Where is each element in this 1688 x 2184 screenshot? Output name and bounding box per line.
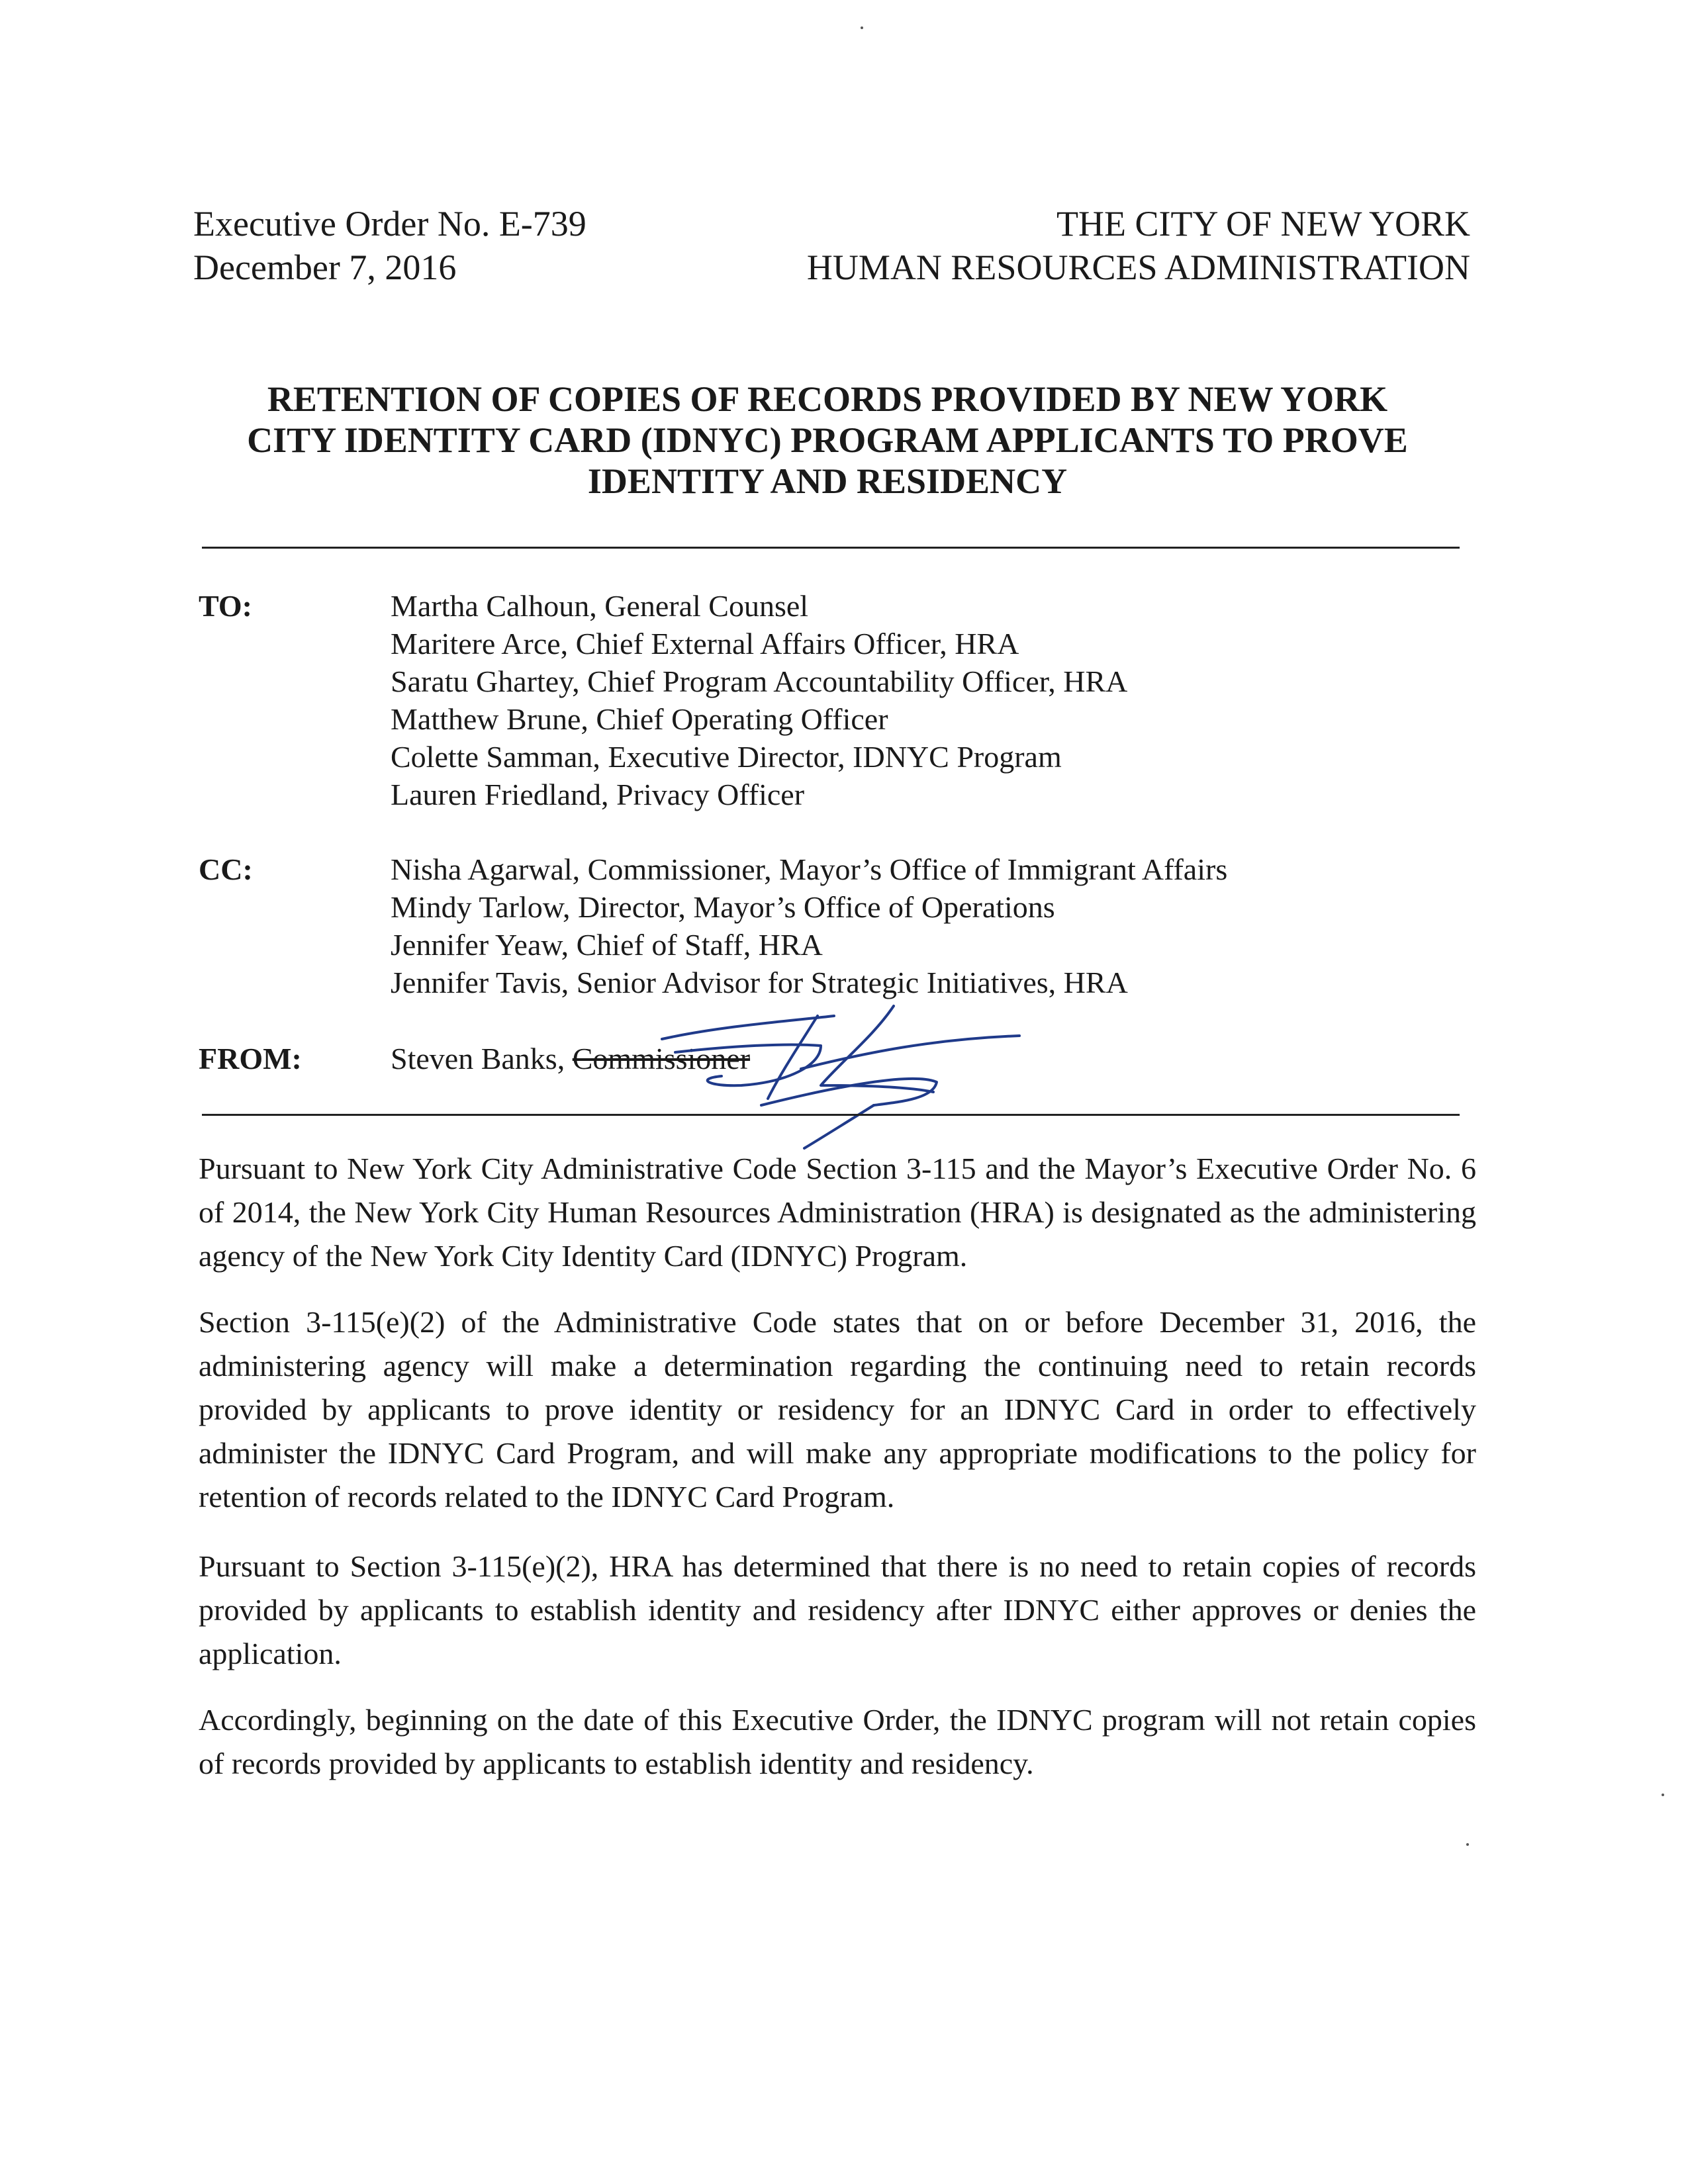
from-title: Commissioner — [572, 1042, 751, 1075]
cc-label: CC: — [199, 852, 253, 886]
cc-recipient: Nisha Agarwal, Commissioner, Mayor’s Office of Immigrant Affairs — [391, 852, 1228, 886]
body-paragraph: Accordingly, beginning on the date of this Executive Order, the IDNYC program will not retain copies of records provided by applicants to establish identity and residency. — [199, 1703, 1476, 1780]
to-label: TO: — [199, 589, 252, 623]
document-title — [199, 379, 1456, 502]
title-line-3: IDENTITY AND RESIDENCY — [587, 461, 1068, 501]
to-recipient: Colette Samman, Executive Director, IDNYC Program — [391, 740, 1062, 774]
to-recipient: Matthew Brune, Chief Operating Officer — [391, 702, 888, 736]
body-paragraph: Pursuant to Section 3-115(e)(2), HRA has determined that there is no need to retain copies of records provided by applicants to establish identity and residency after IDNYC either approves or denies the application. — [199, 1549, 1476, 1670]
cc-recipient-list — [391, 850, 1227, 1001]
to-recipient: Lauren Friedland, Privacy Officer — [391, 778, 805, 811]
org-name: THE CITY OF NEW YORK — [1056, 204, 1470, 244]
from-label: FROM: — [199, 1042, 302, 1075]
body-paragraph: Section 3-115(e)(2) of the Administrative Code states that on or before December 31, 2016, the administering agency will make a determination regarding the continuing need to retain records provided by applicants to prove identity or residency for an IDNYC Card in order to effectively administer the IDNYC Card Program, and will make any appropriate modifications to the policy for retention of records related to the IDNYC Card Program. — [199, 1305, 1476, 1514]
cc-recipient: Jennifer Yeaw, Chief of Staff, HRA — [391, 928, 823, 962]
to-recipient-list — [391, 587, 1127, 813]
scan-speck — [1466, 1843, 1469, 1846]
to-recipient: Maritere Arce, Chief External Affairs Officer, HRA — [391, 627, 1019, 660]
title-line-2: CITY IDENTITY CARD (IDNYC) PROGRAM APPLICANTS TO PROVE — [247, 420, 1408, 460]
org-department: HUMAN RESOURCES ADMINISTRATION — [806, 248, 1470, 287]
cc-recipient: Mindy Tarlow, Director, Mayor’s Office of Operations — [391, 890, 1055, 924]
to-recipient: Saratu Ghartey, Chief Program Accountability Officer, HRA — [391, 664, 1128, 698]
scan-speck — [1662, 1794, 1664, 1796]
body-paragraph: Pursuant to New York City Administrative Code Section 3-115 and the Mayor’s Executive Order No. 6 of 2014, the New York City Human Resources Administration (HRA) is designated as the administering agency of the New York City Identity Card (IDNYC) Program. — [199, 1152, 1476, 1273]
scan-speck — [861, 26, 863, 29]
order-number: Executive Order No. E-739 — [193, 204, 586, 244]
to-recipient: Martha Calhoun, General Counsel — [391, 589, 809, 623]
cc-recipient: Jennifer Tavis, Senior Advisor for Strategic Initiatives, HRA — [391, 966, 1128, 999]
title-divider — [202, 547, 1460, 549]
title-line-1: RETENTION OF COPIES OF RECORDS PROVIDED BY NEW YORK — [267, 379, 1388, 419]
header-divider — [202, 1114, 1460, 1116]
from-name: Steven Banks, — [391, 1042, 573, 1075]
order-date: December 7, 2016 — [193, 248, 457, 287]
